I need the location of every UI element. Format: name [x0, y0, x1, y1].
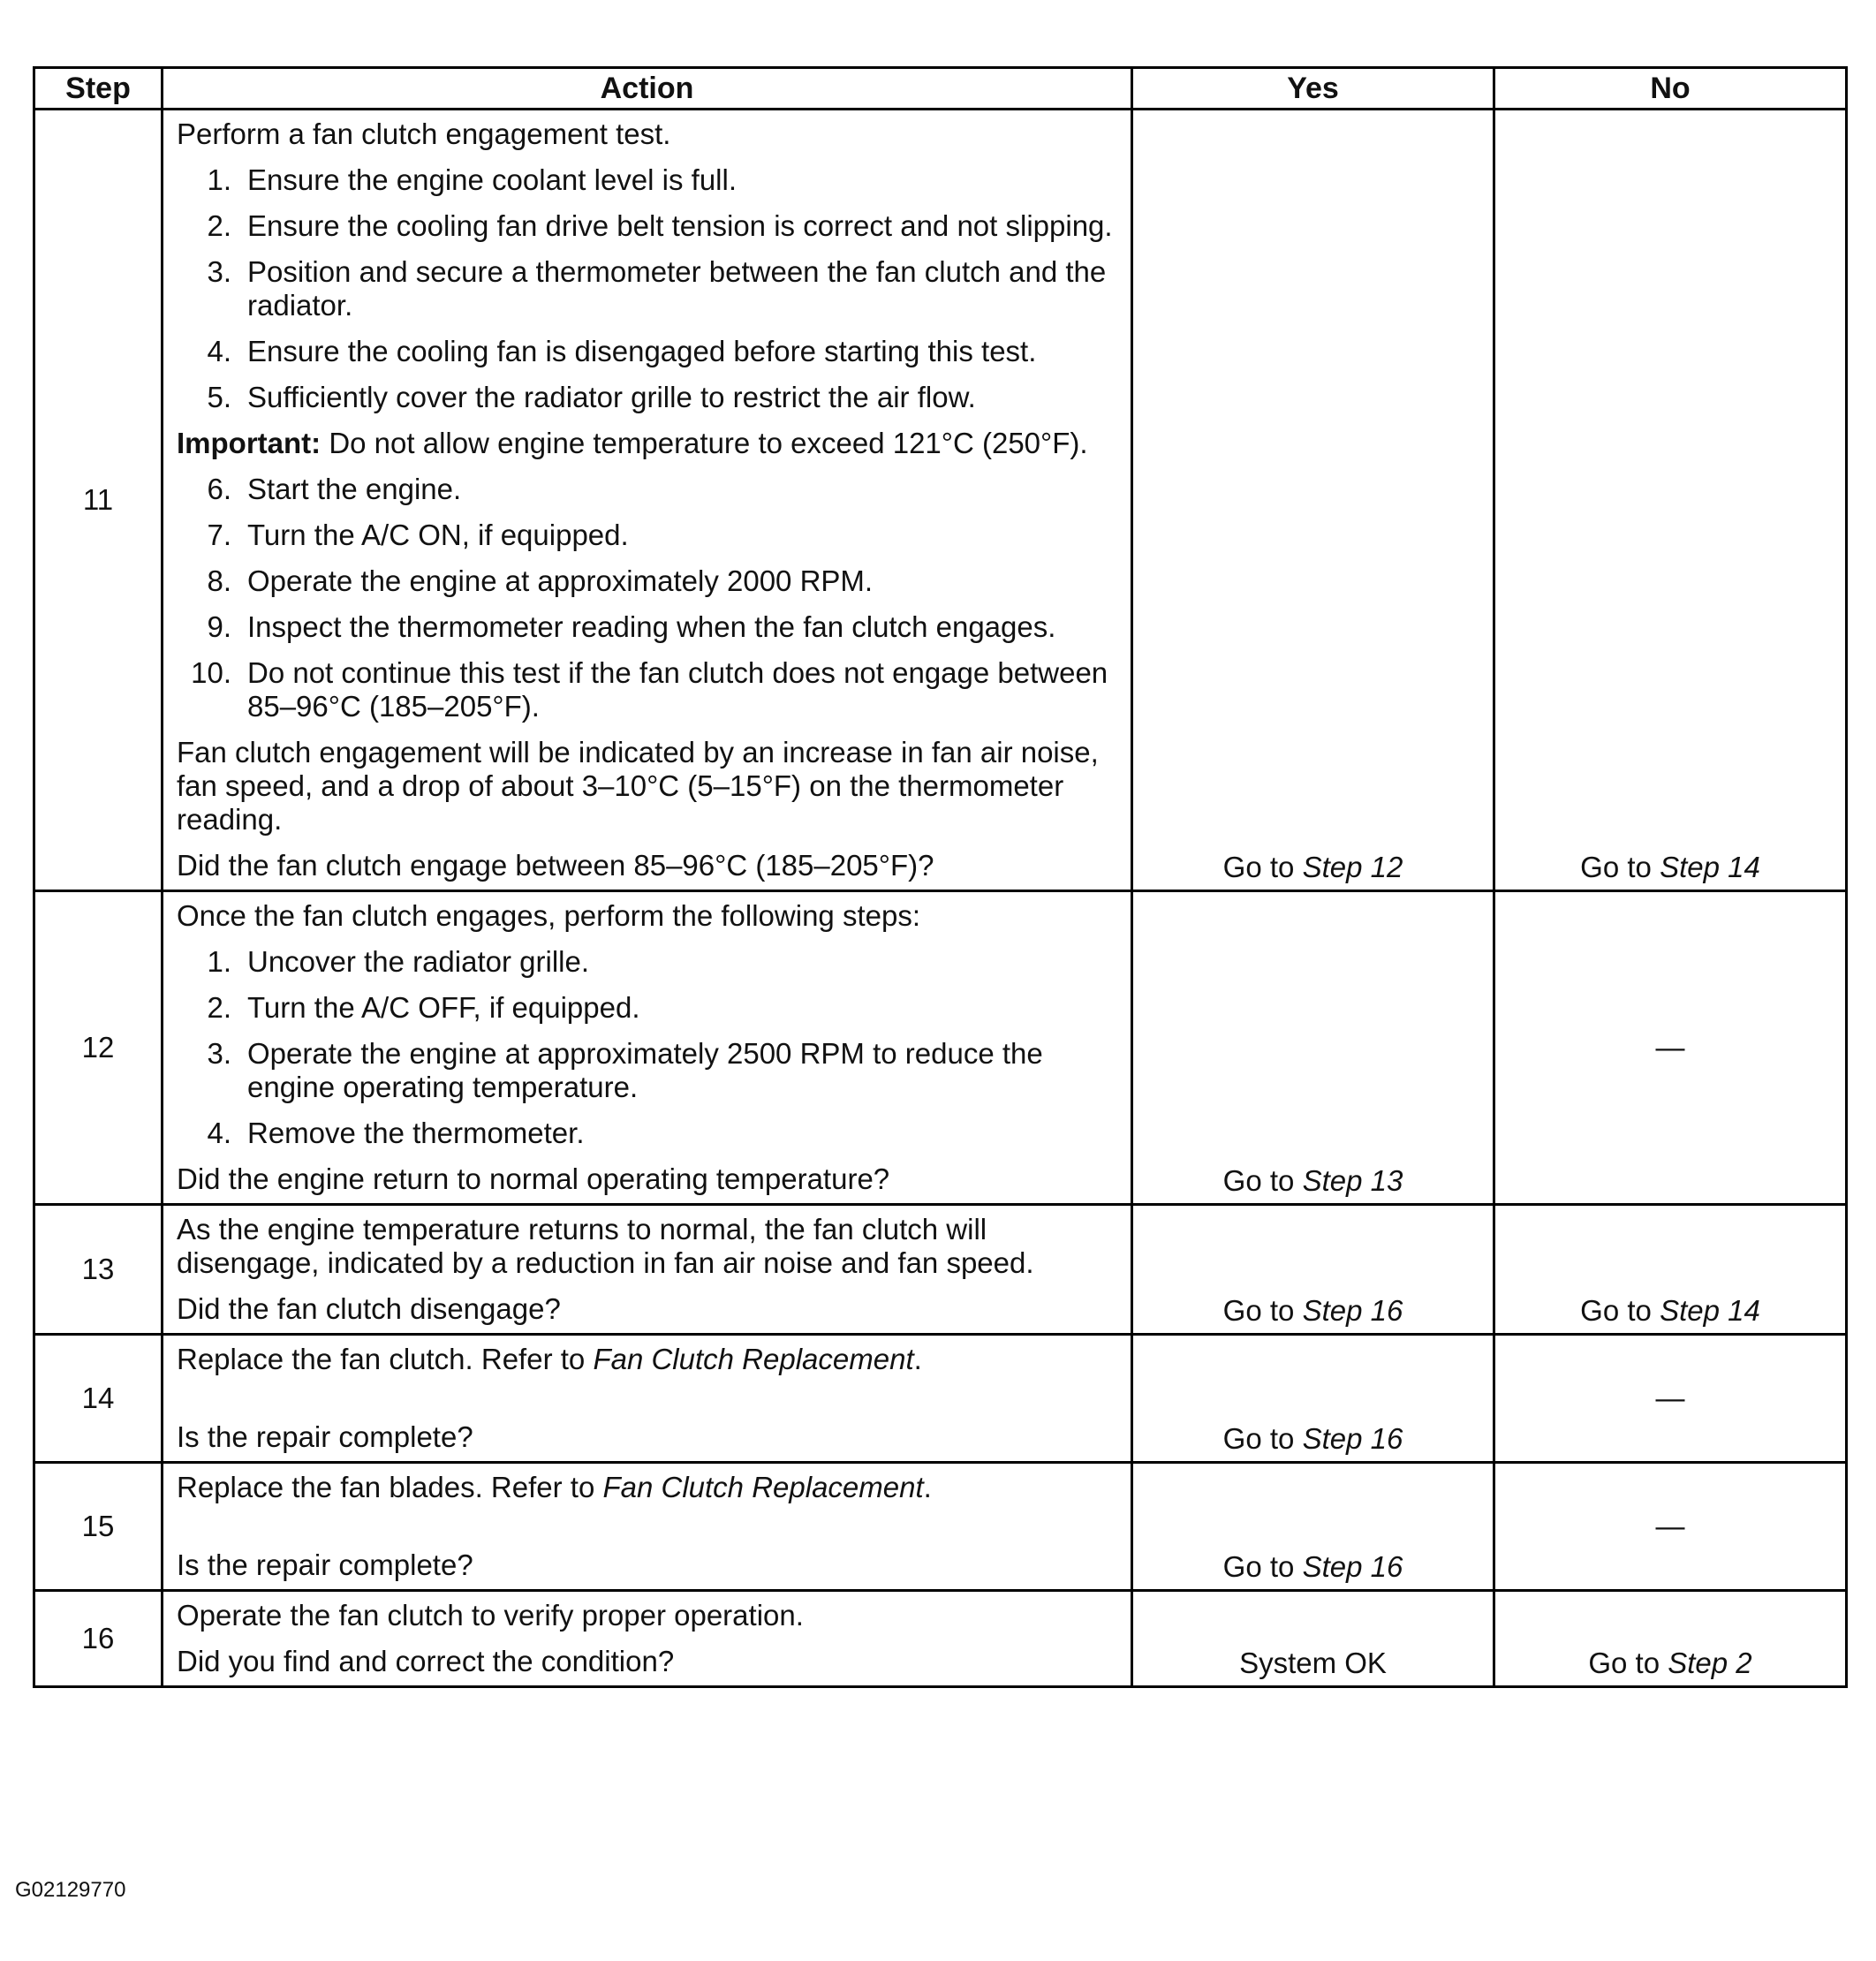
yes-result: System OK — [1132, 1591, 1494, 1687]
yes-prefix: Go to — [1222, 1550, 1303, 1583]
yes-step-link[interactable]: Step 16 — [1302, 1422, 1403, 1455]
step-number: 12 — [34, 891, 163, 1205]
no-prefix: Go to — [1580, 1294, 1660, 1327]
list-number: 10. — [191, 656, 231, 689]
yes-step-link[interactable]: Step 16 — [1302, 1294, 1403, 1327]
header-yes: Yes — [1132, 68, 1494, 110]
step-number: 11 — [34, 110, 163, 891]
list-item — [177, 1117, 1118, 1150]
procedure-list — [177, 945, 1118, 1150]
yes-step-link[interactable]: Step 12 — [1302, 851, 1403, 883]
list-number: 7. — [207, 519, 231, 551]
header-action: Action — [163, 68, 1132, 110]
yes-prefix: Go to — [1222, 1294, 1303, 1327]
table-row — [34, 1463, 1847, 1591]
intro-suffix: . — [913, 1343, 922, 1375]
no-result — [1494, 1591, 1847, 1687]
list-item — [177, 945, 1118, 979]
figure-code: G02129770 — [15, 1878, 126, 1902]
yes-result — [1132, 110, 1494, 891]
list-item — [177, 564, 1118, 598]
no-prefix: Go to — [1588, 1647, 1668, 1679]
yes-result — [1132, 1205, 1494, 1335]
action-question: Did the fan clutch disengage? — [177, 1292, 561, 1325]
list-item — [177, 335, 1118, 368]
important-label: Important: — [177, 427, 321, 459]
header-no: No — [1494, 68, 1847, 110]
action-cell — [163, 110, 1132, 891]
action-cell — [163, 1463, 1132, 1591]
yes-prefix: Go to — [1222, 1164, 1303, 1197]
list-item — [177, 163, 1118, 197]
table-row — [34, 1205, 1847, 1335]
action-question: Is the repair complete? — [177, 1548, 473, 1581]
list-number: 8. — [207, 564, 231, 597]
procedure-link[interactable]: Fan Clutch Replacement — [593, 1343, 914, 1375]
list-number: 2. — [207, 991, 231, 1024]
list-text: Operate the engine at approximately 2000 RPM. — [247, 564, 874, 597]
step-number: 16 — [34, 1591, 163, 1687]
list-number: 3. — [207, 255, 231, 288]
procedure-list — [177, 473, 1118, 723]
important-note — [177, 427, 1118, 460]
list-item — [177, 519, 1118, 552]
list-text: Operate the engine at approximately 2500 RPM to reduce the engine operating temperature. — [247, 1037, 1043, 1103]
procedure-link[interactable]: Fan Clutch Replacement — [602, 1471, 924, 1503]
list-text: Ensure the cooling fan is disengaged before starting this test. — [247, 335, 1037, 367]
no-result — [1494, 1463, 1847, 1591]
no-step-link[interactable]: Step 14 — [1660, 851, 1760, 883]
list-text: Start the engine. — [247, 473, 462, 505]
list-text: Sufficiently cover the radiator grille to restrict the air flow. — [247, 381, 976, 413]
no-result — [1494, 1335, 1847, 1463]
no-result — [1494, 891, 1847, 1205]
list-item — [177, 656, 1118, 723]
list-number: 5. — [207, 381, 231, 413]
action-cell — [163, 1205, 1132, 1335]
step-number: 14 — [34, 1335, 163, 1463]
list-item — [177, 1037, 1118, 1104]
list-item — [177, 473, 1118, 506]
action-intro — [177, 1471, 1118, 1504]
list-text: Turn the A/C OFF, if equipped. — [247, 991, 640, 1024]
action-question: Did the fan clutch engage between 85–96°C (185–205°F)? — [177, 849, 934, 882]
no-result — [1494, 110, 1847, 891]
list-number: 9. — [207, 610, 231, 643]
list-number: 2. — [207, 209, 231, 242]
no-step-link[interactable]: Step 2 — [1668, 1647, 1752, 1679]
yes-result — [1132, 891, 1494, 1205]
intro-suffix: . — [923, 1471, 932, 1503]
list-number: 4. — [207, 1117, 231, 1149]
action-question: Did you find and correct the condition? — [177, 1645, 675, 1677]
list-number: 6. — [207, 473, 231, 505]
action-cell — [163, 1335, 1132, 1463]
action-question: Is the repair complete? — [177, 1420, 473, 1453]
list-text: Position and secure a thermometer between the fan clutch and the radiator. — [247, 255, 1107, 322]
not-applicable-dash: — — [1655, 1031, 1685, 1064]
action-intro: Operate the fan clutch to verify proper operation. — [177, 1599, 804, 1632]
yes-result — [1132, 1463, 1494, 1591]
action-note: Fan clutch engagement will be indicated by an increase in fan air noise, fan speed, and a drop of about 3–10°C (5–15°F) on the thermometer reading. — [177, 736, 1099, 836]
header-step: Step — [34, 68, 163, 110]
table-row — [34, 1335, 1847, 1463]
list-text: Uncover the radiator grille. — [247, 945, 590, 978]
list-text: Remove the thermometer. — [247, 1117, 585, 1149]
list-item — [177, 255, 1118, 322]
step-number: 15 — [34, 1463, 163, 1591]
list-item — [177, 610, 1118, 644]
list-text: Turn the A/C ON, if equipped. — [247, 519, 629, 551]
list-text: Ensure the cooling fan drive belt tension is correct and not slipping. — [247, 209, 1113, 242]
procedure-list — [177, 163, 1118, 414]
yes-result — [1132, 1335, 1494, 1463]
important-text: Do not allow engine temperature to exceed 121°C (250°F). — [321, 427, 1088, 459]
action-intro: Once the fan clutch engages, perform the following steps: — [177, 899, 920, 932]
not-applicable-dash: — — [1655, 1382, 1685, 1414]
list-number: 1. — [207, 163, 231, 196]
diagnostic-table — [33, 66, 1848, 1688]
action-cell — [163, 1591, 1132, 1687]
yes-prefix: Go to — [1222, 1422, 1303, 1455]
list-text: Do not continue this test if the fan clutch does not engage between 85–96°C (185–205°F). — [247, 656, 1108, 723]
table-row — [34, 1591, 1847, 1687]
action-intro: As the engine temperature returns to normal, the fan clutch will disengage, indicated by a reduction in fan air noise and fan speed. — [177, 1213, 1034, 1279]
intro-text: Replace the fan blades. Refer to — [177, 1471, 603, 1503]
list-text: Inspect the thermometer reading when the fan clutch engages. — [247, 610, 1056, 643]
table-row — [34, 110, 1847, 891]
action-question: Did the engine return to normal operating temperature? — [177, 1162, 890, 1195]
action-cell — [163, 891, 1132, 1205]
no-result — [1494, 1205, 1847, 1335]
list-item — [177, 991, 1118, 1025]
list-number: 3. — [207, 1037, 231, 1070]
step-number: 13 — [34, 1205, 163, 1335]
no-prefix: Go to — [1580, 851, 1660, 883]
table-row — [34, 891, 1847, 1205]
not-applicable-dash: — — [1655, 1510, 1685, 1542]
yes-prefix: Go to — [1222, 851, 1303, 883]
list-number: 4. — [207, 335, 231, 367]
action-intro — [177, 1343, 1118, 1376]
list-item — [177, 381, 1118, 414]
header-row — [34, 68, 1847, 110]
no-step-link[interactable]: Step 14 — [1660, 1294, 1760, 1327]
list-number: 1. — [207, 945, 231, 978]
yes-step-link[interactable]: Step 13 — [1302, 1164, 1403, 1197]
list-item — [177, 209, 1118, 243]
intro-text: Replace the fan clutch. Refer to — [177, 1343, 594, 1375]
action-intro: Perform a fan clutch engagement test. — [177, 117, 671, 150]
yes-step-link[interactable]: Step 16 — [1302, 1550, 1403, 1583]
list-text: Ensure the engine coolant level is full. — [247, 163, 738, 196]
